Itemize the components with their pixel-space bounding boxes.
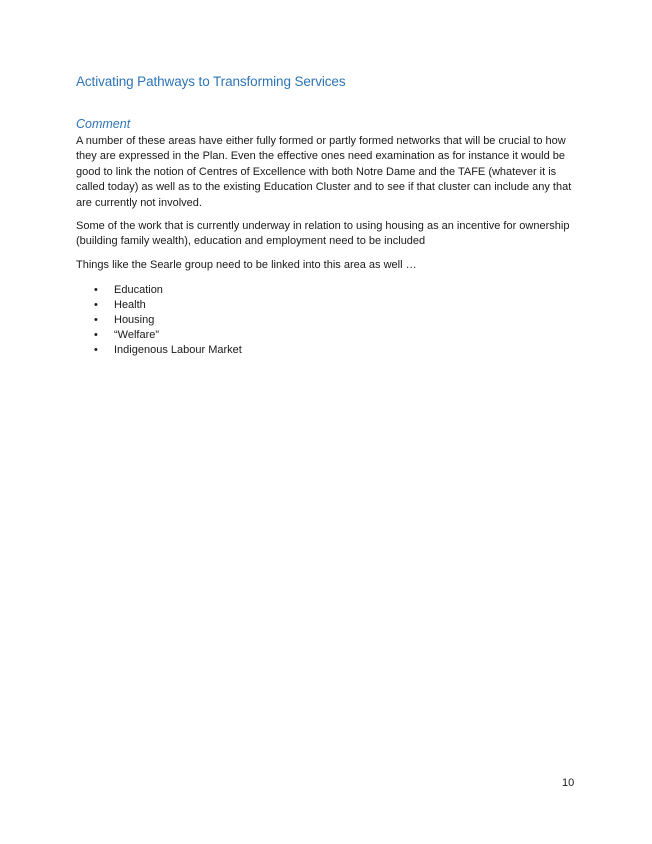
section-heading: Activating Pathways to Transforming Services <box>76 74 346 89</box>
paragraph-searle-group: Things like the Searle group need to be linked into this area as well … <box>76 259 417 271</box>
list-item-label: “Welfare” <box>114 329 160 341</box>
list-item <box>76 343 242 358</box>
bullet-icon: • <box>94 299 98 311</box>
list-item <box>76 313 242 328</box>
list-item-label: Indigenous Labour Market <box>114 344 242 356</box>
bullet-icon: • <box>94 314 98 326</box>
bullet-icon: • <box>94 329 98 341</box>
list-item-label: Education <box>114 284 163 296</box>
bullet-icon: • <box>94 344 98 356</box>
paragraph-housing-incentive: Some of the work that is currently underway in relation to using housing as an incentive for ownership (building family wealth), education and employment need to be included <box>76 220 570 248</box>
page-number: 10 <box>562 777 575 789</box>
list-item-label: Housing <box>114 314 155 326</box>
list-item <box>76 298 242 313</box>
paragraph-networks: A number of these areas have either fully formed or partly formed networks that will be crucial to how they are expressed in the Plan. Even the effective ones need examination as for instance it would be good to link the notion of Centres of Excellence with both Notre Dame and the TAFE (whatever it is called today) as well as to the existing Education Cluster and to see if that cluster can include any that are currently not involved. <box>76 135 572 209</box>
list-item <box>76 283 242 298</box>
list-item <box>76 328 242 343</box>
areas-bullet-list <box>76 283 242 358</box>
bullet-icon: • <box>94 284 98 296</box>
comment-subheading: Comment <box>76 117 131 131</box>
list-item-label: Health <box>114 299 146 311</box>
